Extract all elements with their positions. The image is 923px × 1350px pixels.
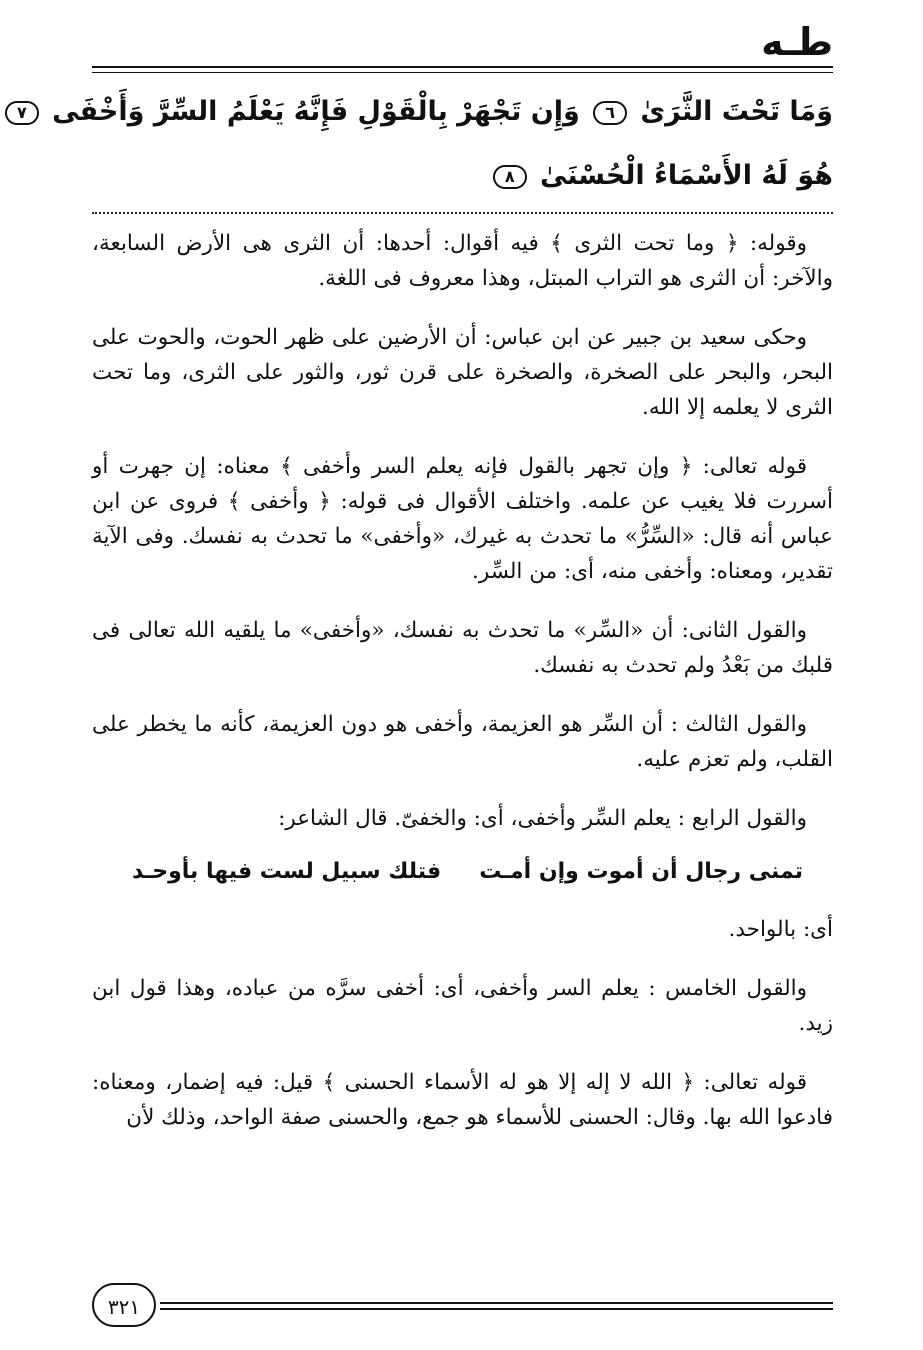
- paragraph: وحكى سعيد بن جبير عن ابن عباس: أن الأرضين على ظهر الحوت، والحوت على البحر، والبحر على الصخرة، والصخرة على قرن ثور، والثور على الثرى، وما تحت الثرى لا يعلمه إلا الله.: [92, 325, 833, 420]
- footer-rule-bottom: [160, 1308, 833, 1310]
- verse-text-1a: وَمَا تَحْتَ الثَّرَىٰ: [640, 96, 833, 127]
- verse-text-1b: وَإِن تَجْهَرْ بِالْقَوْلِ فَإِنَّهُ يَعْلَمُ السِّرَّ وَأَخْفَى: [52, 96, 580, 127]
- verse-text-2: هُوَ لَهُ الأَسْمَاءُ الْحُسْنَىٰ: [540, 160, 833, 191]
- verse-separator-dotted-line: [92, 212, 833, 214]
- paragraph: والقول الثالث : أن السِّر هو العزيمة، وأخفى هو دون العزيمة، كأنه ما يخطر على القلب، ولم تعزم عليه.: [92, 712, 833, 772]
- verse-line-2: [92, 144, 833, 208]
- paragraph: قوله تعالى: ﴿ وإن تجهر بالقول فإنه يعلم السر وأخفى ﴾ معناه: إن جهرت أو أسررت فلا يغيب عن علمه. واختلف الأقوال فى قوله: ﴿ وأخفى ﴾ فروى عن ابن عباس أنه قال: «السِّرُّ» ما تحدث به غيرك، «وأخفى» ما تحدث به نفسك. وفى الآية تقدير، ومعناه: وأخفى منه، أى: من السِّر.: [92, 454, 833, 584]
- ayah-number-marker: ٨: [493, 165, 527, 189]
- poem-second-hemistich: فتلك سبيل لست فيها بأوحـد: [132, 859, 442, 884]
- ayah-number-marker: ٧: [5, 101, 39, 125]
- page-number-badge: ٣٢١: [92, 1283, 156, 1327]
- paragraph: والقول الثانى: أن «السِّر» ما تحدث به نفسك، «وأخفى» ما يلقيه الله تعالى فى قلبك من بَعْدُ ولم تحدث به نفسك.: [92, 618, 833, 678]
- header-rule-top: [92, 66, 833, 68]
- quran-verse-block: [16, 80, 833, 208]
- paragraph: والقول الرابع : يعلم السِّر وأخفى، أى: والخفىّ. قال الشاعر:: [278, 806, 807, 831]
- paragraph: قوله تعالى: ﴿ الله لا إله إلا هو له الأسماء الحسنى ﴾ قيل: فيه إضمار، ومعناه: فادعوا الله بها. وقال: الحسنى للأسماء هو جمع، والحسنى صفة الواحد، وذلك لأن: [92, 1070, 833, 1130]
- ayah-number-marker: ٦: [593, 101, 627, 125]
- paragraph: والقول الخامس : يعلم السر وأخفى، أى: أخفى سرَّه من عباده، وهذا قول ابن زيد.: [92, 976, 833, 1036]
- verse-line-1: [16, 80, 833, 144]
- footer-rule-top: [160, 1302, 833, 1304]
- paragraph: وقوله: ﴿ وما تحت الثرى ﴾ فيه أقوال: أحدها: أن الثرى هى الأرض السابعة، والآخر: أن الثرى هو التراب المبتل، وهذا معروف فى اللغة.: [92, 231, 833, 291]
- poem-first-hemistich: تمنى رجال أن أموت وإن أمـت: [479, 859, 803, 884]
- surah-header-title: طـه: [761, 20, 833, 64]
- commentary-body: [92, 226, 833, 1159]
- header-rule-bottom: [92, 72, 833, 73]
- paragraph: أى: بالواحد.: [728, 917, 833, 942]
- poem-verse: [132, 852, 803, 892]
